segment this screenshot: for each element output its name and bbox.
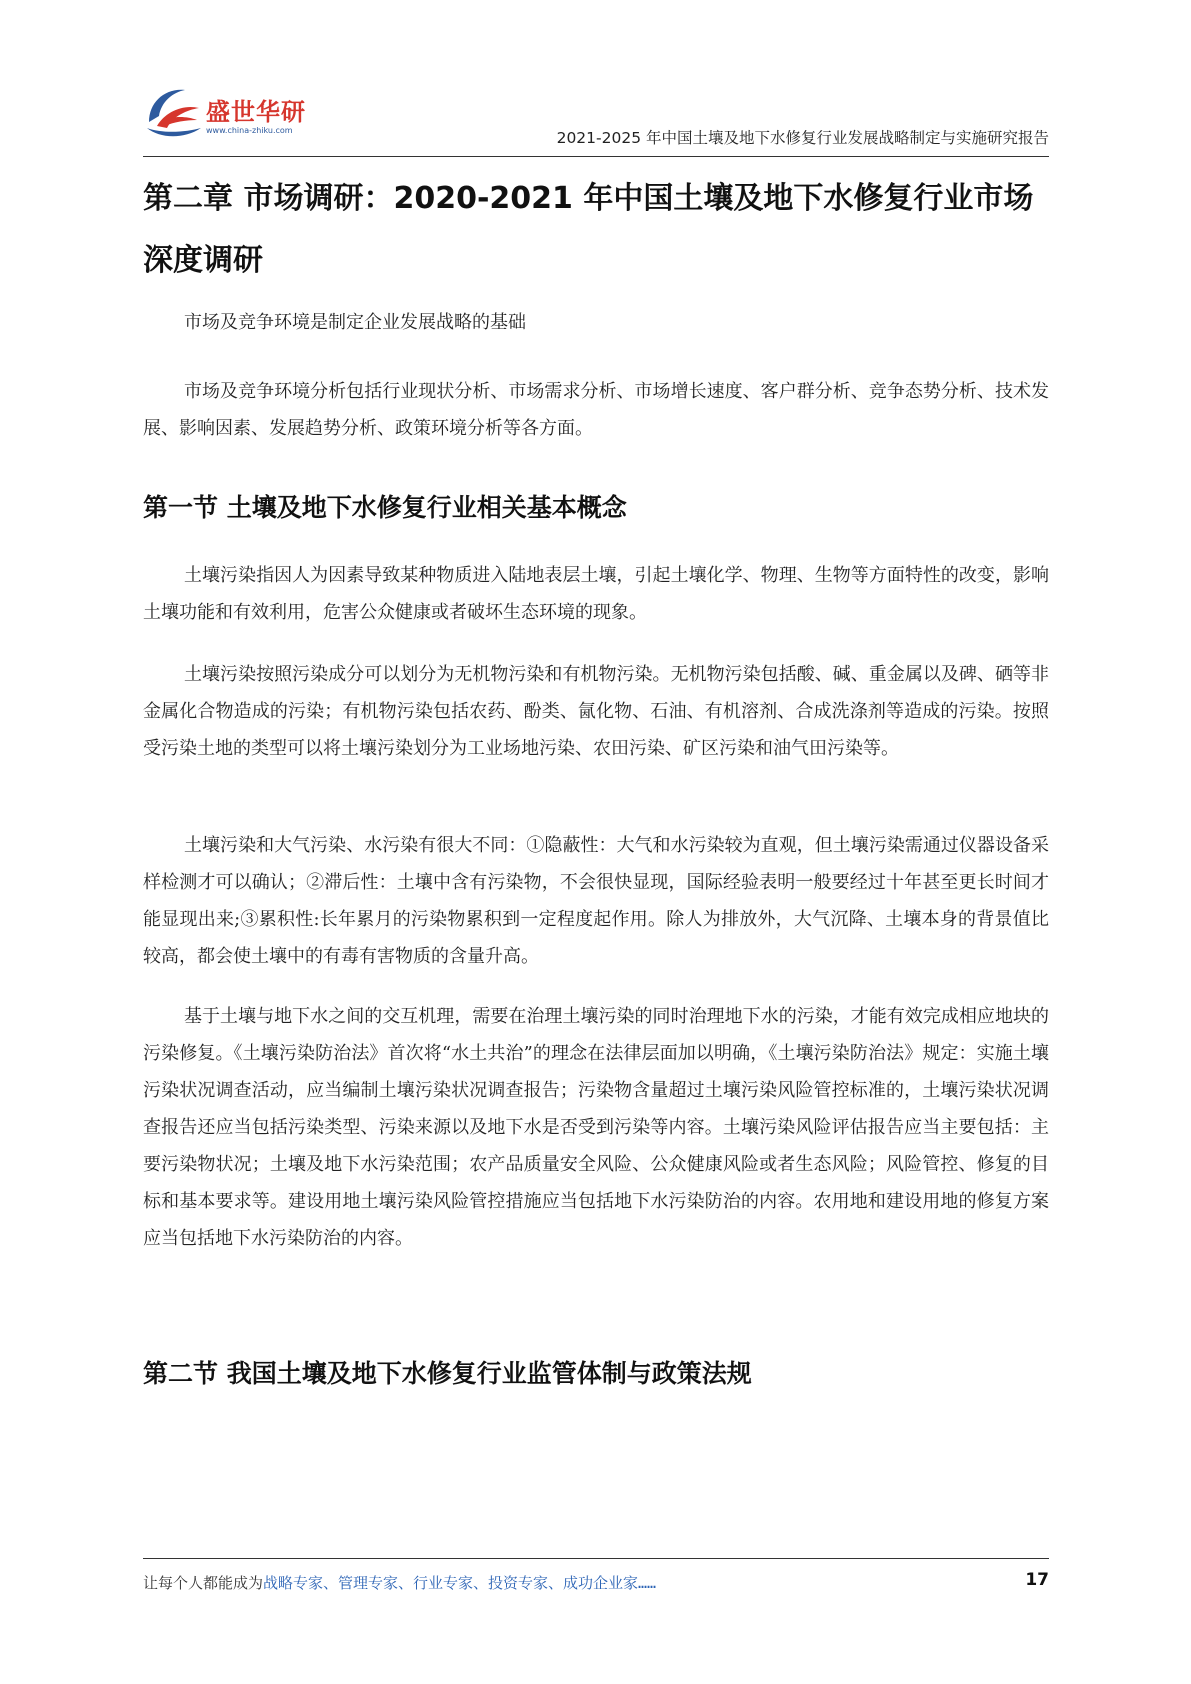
section-1-paragraph-3: 土壤污染和大气污染、水污染有很大不同：①隐蔽性：大气和水污染较为直观，但土壤污染需通过仪器设备采样检测才可以确认；②滞后性：土壤中含有污染物，不会很快显现，国际经验表明一般要经过十年甚至更长时间才能显现出来;③累积性:长年累月的污染物累积到一定程度起作用。除人为排放外，大气沉降、土壤本身的背景值比较高，都会使土壤中的有毒有害物质的含量升高。 (143, 835, 1049, 967)
intro-paragraph-2: 市场及竞争环境分析包括行业现状分析、市场需求分析、市场增长速度、客户群分析、竞争态势分析、技术发展、影响因素、发展趋势分析、政策环境分析等各方面。 (143, 381, 1049, 439)
page-header (143, 78, 1049, 158)
footer-slogan (143, 1572, 656, 1593)
section-1-title: 第一节 土壤及地下水修复行业相关基本概念 (143, 493, 627, 522)
logo-url: www.china-zhiku.com (206, 126, 293, 135)
header-divider (143, 156, 1049, 157)
report-title: 2021-2025 年中国土壤及地下水修复行业发展战略制定与实施研究报告 (556, 129, 1049, 147)
footer-slogan-highlight: 战略专家、管理专家、行业专家、投资专家、成功企业家…… (263, 1574, 657, 1592)
page-number: 17 (1025, 1570, 1049, 1590)
section-2-title: 第二节 我国土壤及地下水修复行业监管体制与政策法规 (143, 1359, 752, 1388)
section-1-paragraph-4: 基于土壤与地下水之间的交互机理，需要在治理土壤污染的同时治理地下水的污染，才能有效完成相应地块的污染修复。《土壤污染防治法》首次将“水土共治”的理念在法律层面加以明确，《土壤污染防治法》规定：实施土壤污染状况调查活动，应当编制土壤污染状况调查报告；污染物含量超过土壤污染风险管控标准的，土壤污染状况调查报告还应当包括污染类型、污染来源以及地下水是否受到污染等内容。土壤污染风险评估报告应当主要包括：主要污染物状况；土壤及地下水污染范围；农产品质量安全风险、公众健康风险或者生态风险；风险管控、修复的目标和基本要求等。建设用地土壤污染风险管控措施应当包括地下水污染防治的内容。农用地和建设用地的修复方案应当包括地下水污染防治的内容。 (143, 1006, 1049, 1249)
logo-name: 盛世华研 (206, 98, 306, 126)
footer-slogan-prefix: 让每个人都能成为 (143, 1574, 264, 1592)
section-1-paragraph-1: 土壤污染指因人为因素导致某种物质进入陆地表层土壤，引起土壤化学、物理、生物等方面特性的改变，影响土壤功能和有效利用，危害公众健康或者破坏生态环境的现象。 (143, 565, 1049, 623)
section-1-paragraph-2: 土壤污染按照污染成分可以划分为无机物污染和有机物污染。无机物污染包括酸、碱、重金属以及碑、硒等非金属化合物造成的污染；有机物污染包括农药、酚类、氤化物、石油、有机溶剂、合成洗涤剂等造成的污染。按照受污染土地的类型可以将土壤污染划分为工业场地污染、农田污染、矿区污染和油气田污染等。 (143, 664, 1049, 759)
logo-emblem-icon (143, 82, 205, 144)
footer-divider (143, 1558, 1049, 1559)
chapter-title: 第二章 市场调研：2020-2021 年中国土壤及地下水修复行业市场深度调研 (143, 181, 1034, 278)
intro-paragraph-1: 市场及竞争环境是制定企业发展战略的基础 (184, 312, 526, 333)
company-logo (143, 78, 318, 150)
